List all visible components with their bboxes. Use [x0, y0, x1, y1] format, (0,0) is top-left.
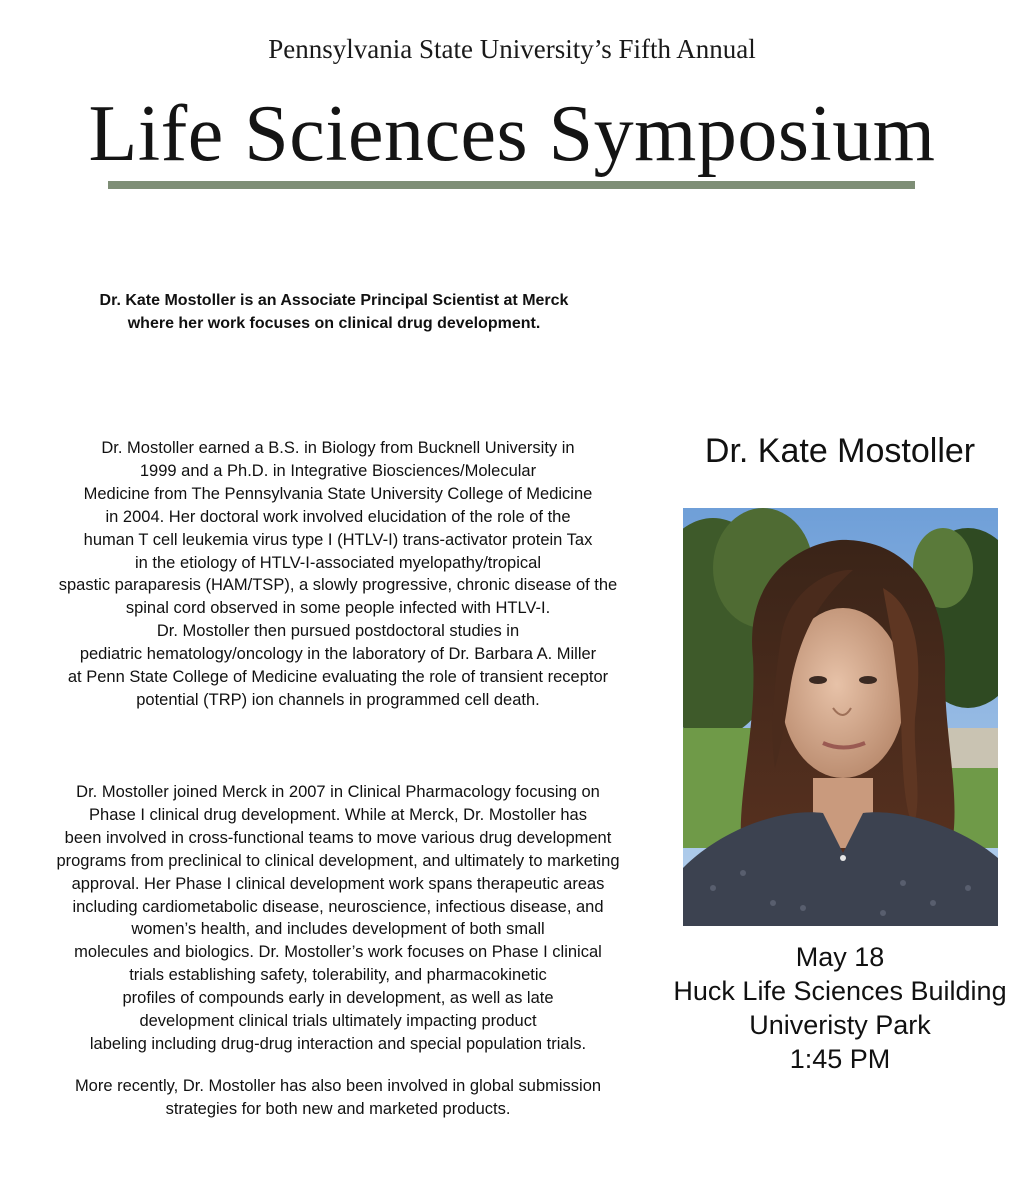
- bio-line: Medicine from The Pennsylvania State University College of Medicine: [83, 484, 593, 503]
- bio-line: been involved in cross-functional teams to move various drug development: [64, 828, 612, 847]
- bio-line: development clinical trials ultimately impacting product: [139, 1012, 537, 1031]
- event-series-subtitle: Pennsylvania State University’s Fifth Annual: [268, 34, 756, 64]
- page-title: Life Sciences Symposium: [88, 90, 936, 178]
- bio-line: human T cell leukemia virus type I (HTLV-I) trans-activator protein Tax: [83, 530, 593, 549]
- bio-line: spinal cord observed in some people infected with HTLV-I.: [125, 599, 551, 618]
- bio-line: strategies for both new and marketed products.: [165, 1099, 511, 1118]
- bio-line: women’s health, and includes development of both small: [131, 920, 545, 939]
- event-building: Huck Life Sciences Building: [673, 976, 1007, 1006]
- bio-line: spastic paraparesis (HAM/TSP), a slowly progressive, chronic disease of the: [58, 576, 618, 595]
- bio-line: 1999 and a Ph.D. in Integrative Biosciences/Molecular: [139, 461, 537, 480]
- bio-line: Phase I clinical drug development. While at Merck, Dr. Mostoller has: [89, 805, 587, 824]
- bio-paragraph-education: [8, 437, 668, 712]
- intro-line: Dr. Kate Mostoller is an Associate Principal Scientist at Merck: [99, 292, 569, 309]
- bio-line: Dr. Mostoller then pursued postdoctoral studies in: [156, 622, 520, 641]
- bio-paragraph-recent: [8, 1075, 668, 1121]
- bio-line: potential (TRP) ion channels in programmed cell death.: [136, 690, 540, 709]
- bio-line: molecules and biologics. Dr. Mostoller’s work focuses on Phase I clinical: [74, 943, 602, 962]
- bio-line: Dr. Mostoller earned a B.S. in Biology from Bucknell University in: [101, 439, 575, 457]
- speaker-name: Dr. Kate Mostoller: [704, 432, 976, 470]
- bio-line: approval. Her Phase I clinical development work spans therapeutic areas: [71, 874, 605, 893]
- title-divider: [108, 181, 915, 189]
- intro-summary: [20, 289, 648, 335]
- speaker-photo: [683, 508, 998, 926]
- event-date: May 18: [795, 942, 885, 972]
- bio-line: labeling including drug-drug interaction and special population trials.: [89, 1034, 587, 1053]
- bio-line: including cardiometabolic disease, neuroscience, infectious disease, and: [72, 897, 604, 916]
- bio-line: at Penn State College of Medicine evaluating the role of transient receptor: [67, 668, 609, 687]
- bio-paragraph-career: [8, 781, 668, 1056]
- intro-line: where her work focuses on clinical drug development.: [127, 315, 541, 332]
- bio-line: profiles of compounds early in development, as well as late: [122, 989, 554, 1008]
- event-location: Univeristy Park: [749, 1010, 931, 1040]
- bio-line: pediatric hematology/oncology in the laboratory of Dr. Barbara A. Miller: [79, 645, 597, 664]
- event-time: 1:45 PM: [789, 1044, 891, 1074]
- bio-line: in the etiology of HTLV-I-associated myelopathy/tropical: [135, 553, 541, 572]
- bio-line: trials establishing safety, tolerability, and pharmacokinetic: [129, 966, 547, 985]
- event-details: [654, 940, 1024, 1076]
- bio-line: in 2004. Her doctoral work involved elucidation of the role of the: [105, 507, 571, 526]
- bio-line: programs from preclinical to clinical development, and ultimately to marketing: [56, 851, 620, 870]
- bio-line: Dr. Mostoller joined Merck in 2007 in Clinical Pharmacology focusing on: [76, 783, 600, 801]
- bio-line: More recently, Dr. Mostoller has also been involved in global submission: [74, 1077, 602, 1095]
